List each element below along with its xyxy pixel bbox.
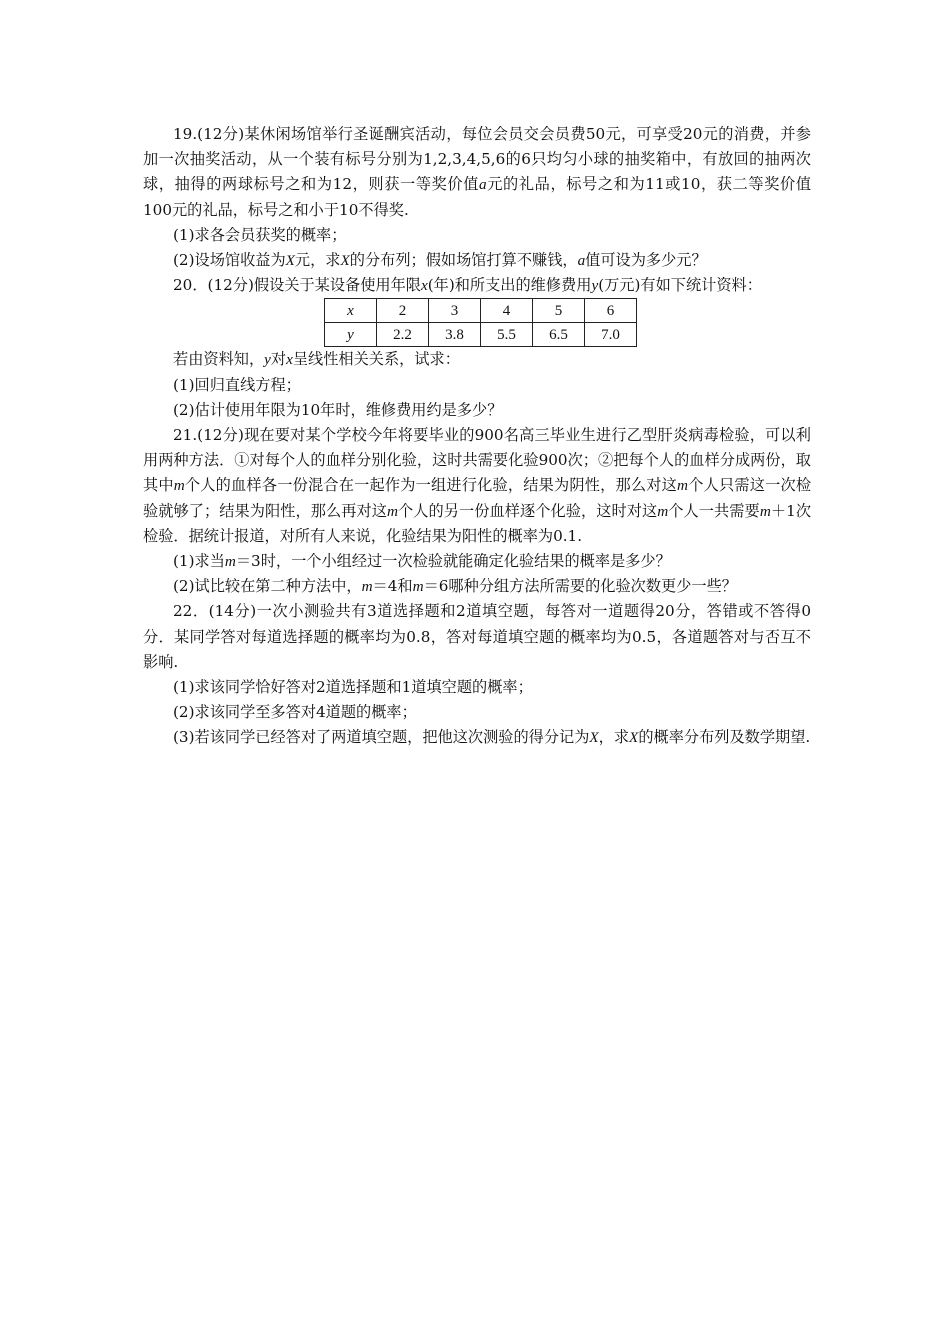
table-cell: 5.5 xyxy=(481,323,533,347)
q22-stem: 22．(14分)一次小测验共有3道选择题和2道填空题，每答对一道题得20分，答错或不答得0分．某同学答对每道选择题的概率均为0.8，答对每道填空题的概率均为0.5，各道题答对与否互不影响. xyxy=(143,602,811,671)
table-header-x: x xyxy=(325,299,377,323)
q22-part1: (1)求该同学恰好答对2道选择题和1道填空题的概率； xyxy=(173,678,533,697)
table-cell: 5 xyxy=(533,299,585,323)
q19-stem: 19.(12分)某休闲场馆举行圣诞酬宾活动，每位会员交会员费50元，可享受20元的消费，并参加一次抽奖活动，从一个装有标号分别为1,2,3,4,5,6的6只均匀小球的抽奖箱中，有放回的抽两次球，抽得的两球标号之和为12，则获一等奖价值a元的礼品，标号之和为11或10，获二等奖价值100元的礼品，标号之和小于10不得奖. xyxy=(143,125,812,219)
q21-part2: (2)试比较在第二种方法中，m＝4和m＝6哪种分组方法所需要的化验次数更少一些？ xyxy=(173,577,737,596)
q20-stem: 20．(12分)假设关于某设备使用年限x(年)和所支出的维修费用y(万元)有如下统计资料： xyxy=(173,276,762,295)
table-cell: 3.8 xyxy=(429,323,481,347)
q19-part2: (2)设场馆收益为X元，求X的分布列；假如场馆打算不赚钱，a值可设为多少元？ xyxy=(173,251,707,270)
q21-part1: (1)求当m＝3时，一个小组经过一次检验就能确定化验结果的概率是多少？ xyxy=(173,552,671,571)
table-cell: 7.0 xyxy=(585,323,637,347)
q20-relation: 若由资料知，y对x呈线性相关关系，试求： xyxy=(173,350,460,369)
table-cell: 4 xyxy=(481,299,533,323)
table-header-y: y xyxy=(325,323,377,347)
q20-part1: (1)回归直线方程； xyxy=(173,375,301,394)
q21-stem: 21.(12分)现在要对某个学校今年将要毕业的900名高三毕业生进行乙型肝炎病毒检验，可以利用两种方法．①对每个人的血样分别化验，这时共需要化验900次；②把每个人的血样分成两份，取其中m个人的血样各一份混合在一起作为一组进行化验，结果为阴性，那么对这m个人只需这一次检验就够了；结果为阳性，那么再对这m个人的另一份血样逐个化验，这时对这m个人一共需要m＋1次检验．据统计报道，对所有人来说，化验结果为阳性的概率为0.1. xyxy=(143,426,812,545)
table-row xyxy=(325,299,637,323)
table-row xyxy=(325,323,637,347)
q22-part2: (2)求该同学至多答对4道题的概率； xyxy=(173,703,417,722)
table-cell: 3 xyxy=(429,299,481,323)
table-cell: 6 xyxy=(585,299,637,323)
table-cell: 2 xyxy=(377,299,429,323)
q20-data-table xyxy=(324,298,637,347)
exam-page xyxy=(143,122,811,751)
table-cell: 2.2 xyxy=(377,323,429,347)
table-cell: 6.5 xyxy=(533,323,585,347)
q19-part1: (1)求各会员获奖的概率； xyxy=(173,225,347,244)
q22-part3: (3)若该同学已经答对了两道填空题，把他这次测验的得分记为X，求X的概率分布列及数学期望. xyxy=(173,728,811,747)
q20-part2: (2)估计使用年限为10年时，维修费用约是多少？ xyxy=(173,400,503,419)
